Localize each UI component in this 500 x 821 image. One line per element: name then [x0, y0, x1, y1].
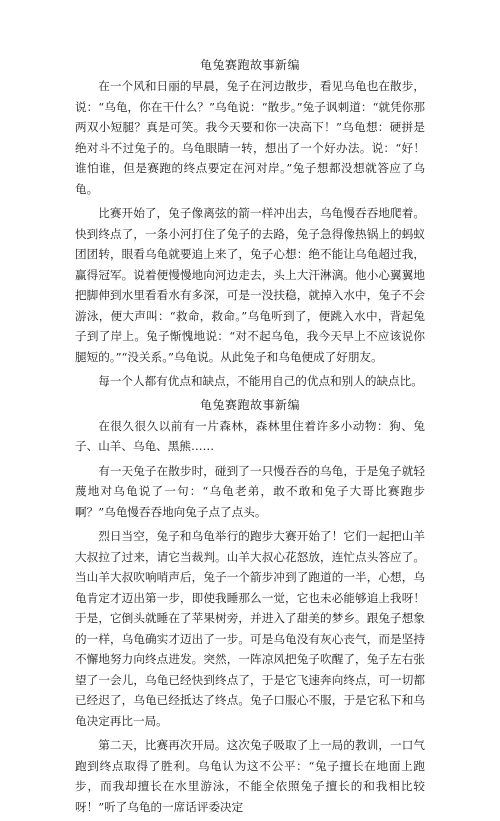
section-1-paragraph-3: 每一个人都有优点和缺点，不能用自己的优点和别人的缺点比。 — [98, 374, 423, 388]
section-1-paragraph-2: 比赛开始了，兔子像离弦的箭一样冲出去，乌龟慢吞吞地爬着。快到终点了，一条小河打住了兔子的去路，兔子急得像热锅上的蚂蚁团团转，眼看乌龟就要追上来了，兔子心想：绝不能让乌龟超过我，赢得冠军。说着便慢慢地向河边走去，头上大汗淋漓。他小心翼翼地把脚伸到水里看看水有多深，可是一没扶稳，就掉入水中，兔子不会游泳，便大声叫：“救命，救命。”乌龟听到了，便跳入水中，背起兔子到了岸上。兔子惭愧地说：“对不起乌龟，我今天早上不应该说你腿短的。”“没关系。”乌龟说。从此兔子和乌龟便成了好朋友。 — [75, 206, 425, 364]
section-2-paragraph-3: 烈日当空，兔子和乌龟举行的跑步大赛开始了！它们一起把山羊大叔拉了过来，请它当裁判。山羊大叔心花怒放，连忙点头答应了。当山羊大叔吹响哨声后，兔子一个箭步冲到了跑道的一半，心想，乌龟肯定才迈出第一步，即使我睡那么一觉，它也未必能够追上我呀！于是，它倒头就睡在了苹果树旁，并进入了甜美的梦乡。跟兔子想象的一样，乌龟确实才迈出了一步。可是乌龟没有灰心丧气，而是坚持不懈地努力向终点进发。突然，一阵凉风把兔子吹醒了，兔子左右张望了一会儿，乌龟已经快到终点了，于是它飞速奔向终点，可一切都已经迟了，乌龟已经抵达了终点。兔子口服心不服，于是它私下和乌龟决定再比一局。 — [75, 529, 425, 728]
section-2-paragraph-2: 有一天兔子在散步时，碰到了一只慢吞吞的乌龟，于是兔子就轻蔑地对乌龟说了一句：“乌龟老弟，敢不敢和兔子大哥比赛跑步啊？”乌龟慢吞吞地向兔子点了点头。 — [75, 463, 425, 519]
document-page — [75, 56, 425, 821]
section-1-paragraph-1: 在一个风和日丽的早晨，兔子在河边散步，看见乌龟也在散步，说：“乌龟，你在干什么？”乌龟说：“散步。”兔子讽刺道：“就凭你那两双小短腿？真是可笑。我今天要和你一决高下！”乌龟想：硬拼是绝对斗不过兔子的。乌龟眼睛一转，想出了一个好办法。说：“好！谁怕谁，但是赛跑的终点要定在河对岸。”兔子想都没想就答应了乌龟。 — [75, 79, 425, 196]
section-2-paragraph-1: 在很久很久以前有一片森林，森林里住着许多小动物：狗、兔子、山羊、乌龟、黑熊…… — [75, 418, 425, 453]
section-2-title: 龟兔赛跑故事新编 — [199, 397, 300, 412]
section-2-paragraph-4: 第二天，比赛再次开局。这次兔子吸取了上一局的教训，一口气跑到终点取得了胜利。乌龟认为这不公平：“兔子擅长在地面上跑步，而我却擅长在水里游泳，不能全依照兔子擅长的和我相比较呀！”听了乌龟的一席话评委决定 — [75, 738, 425, 814]
section-1-title: 龟兔赛跑故事新编 — [199, 58, 300, 72]
